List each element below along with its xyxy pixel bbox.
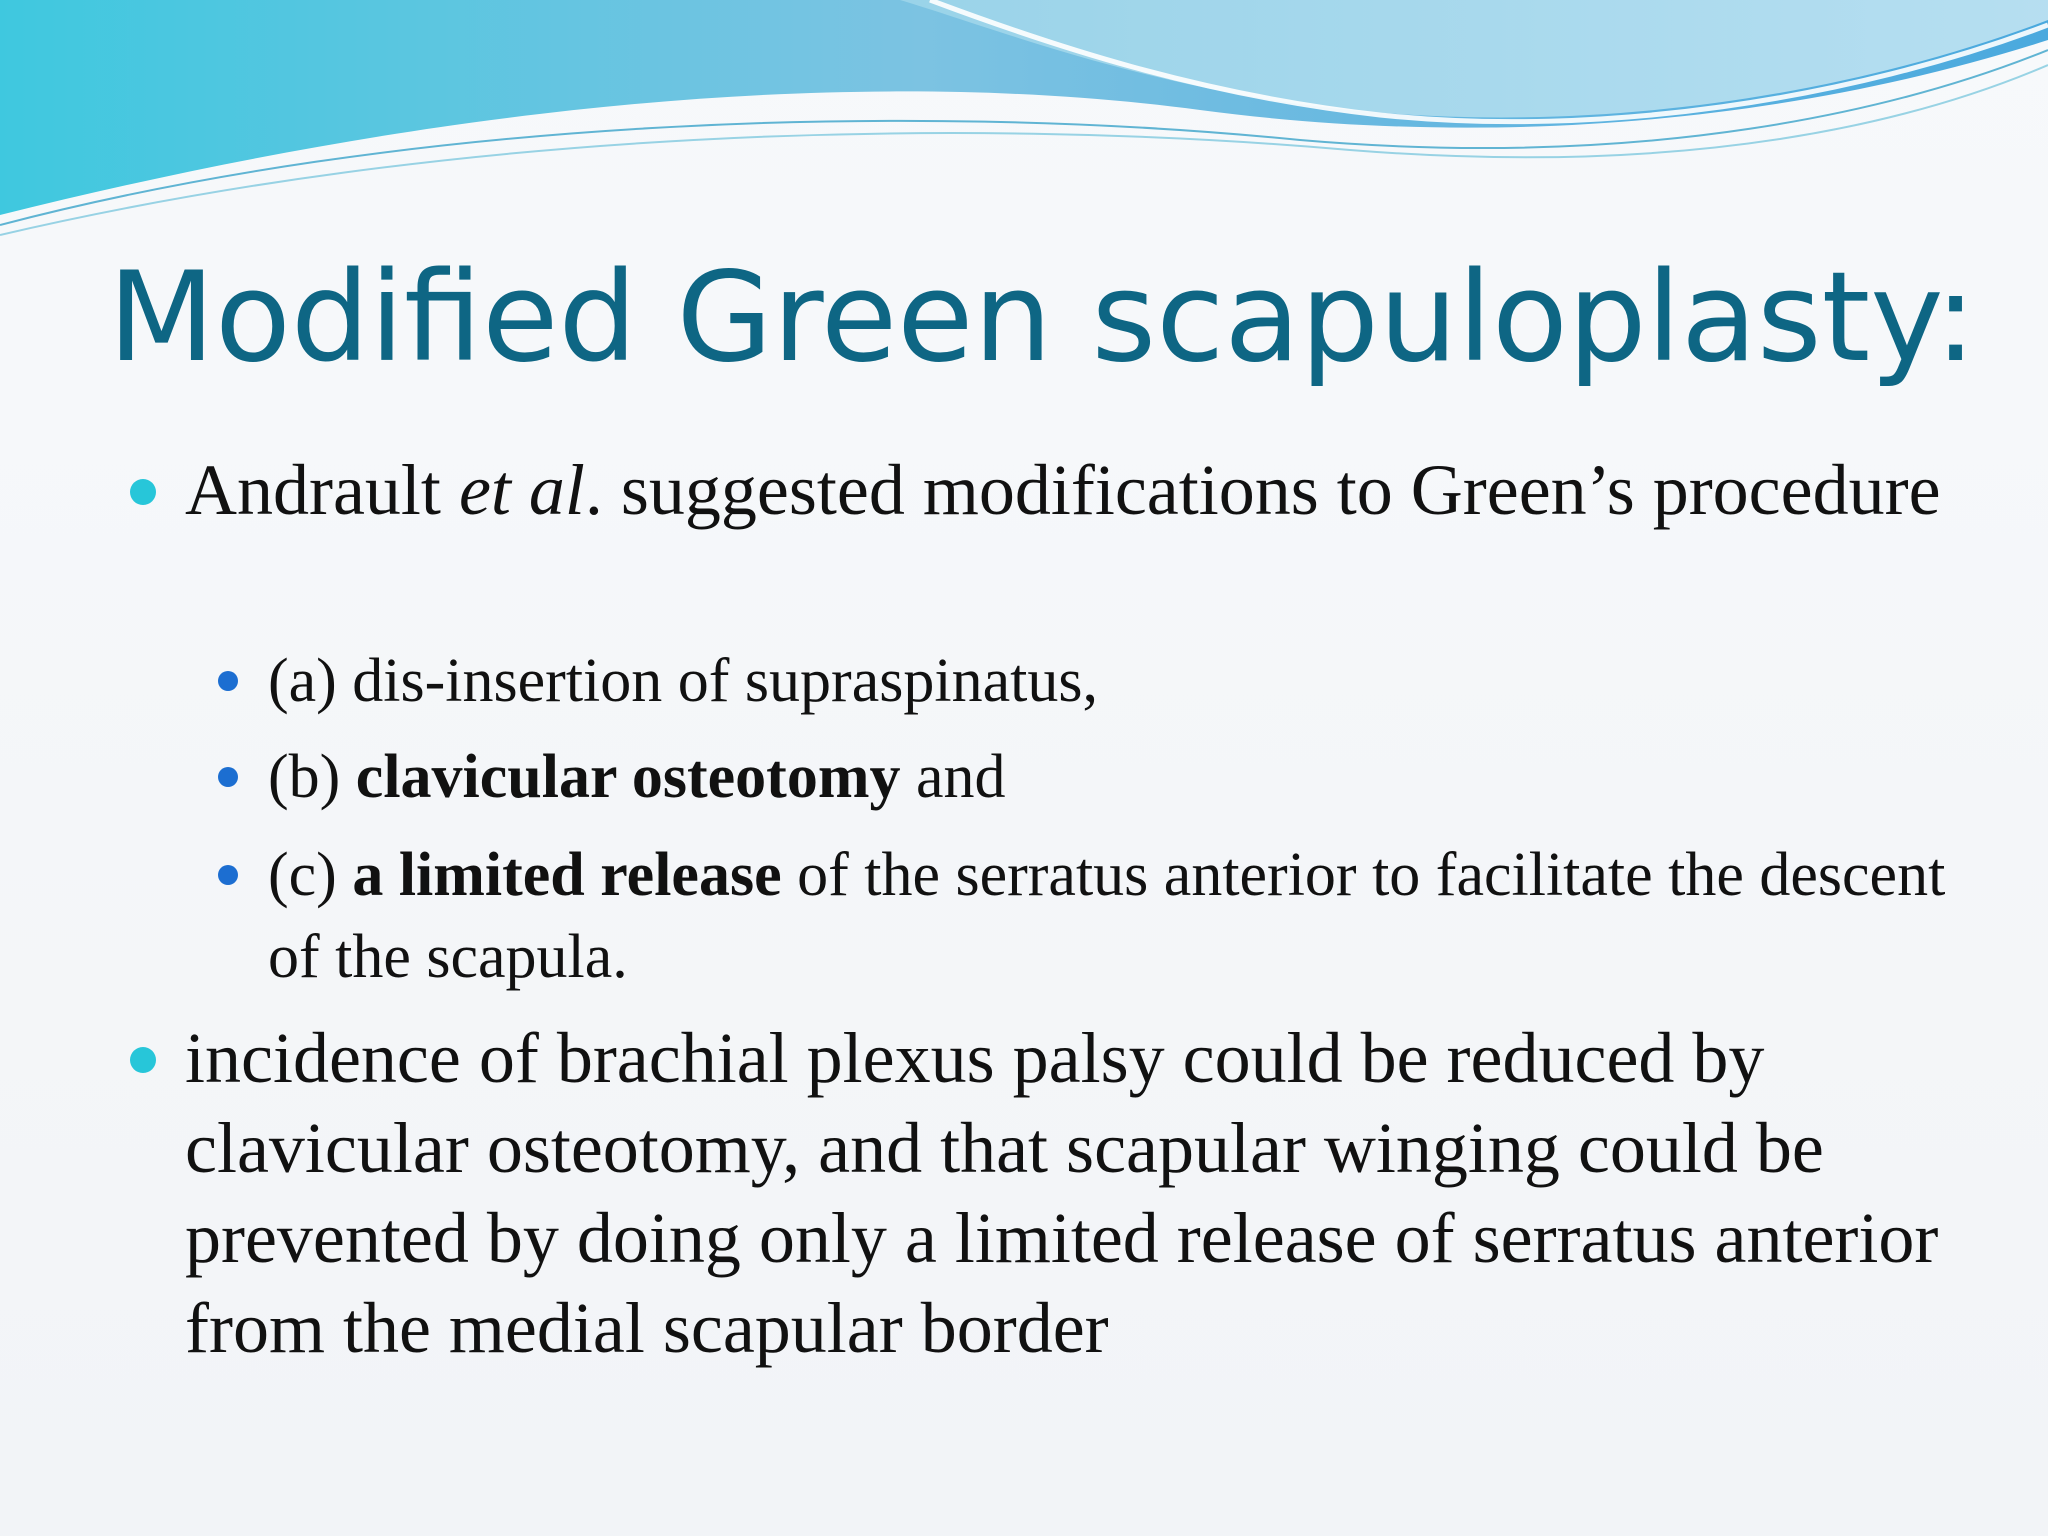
slide-title: Modified Green scapuloplasty: (108, 246, 1977, 390)
header-wave-decoration (0, 0, 2048, 240)
sub-bullet-marker (218, 671, 238, 691)
sub-bullet-item: (a) dis-insertion of supraspinatus, (268, 647, 1098, 715)
sub-bullet-item: (b) clavicular osteotomy and (268, 743, 1006, 811)
bullet-marker (130, 479, 156, 505)
sub-bullet-item: (c) a limited release of the serratus anterior to facilitate the descent of the scapula. (268, 841, 1946, 991)
bullet-item: Andrault et al. suggested modifications to Green’s procedure (185, 450, 1941, 530)
sub-bullet-marker (218, 767, 238, 787)
bullet-item: incidence of brachial plexus palsy could be reduced by clavicular osteotomy, and that scapular winging could be prevented by doing only a limited release of serratus anterior from the medial scapular border (185, 1018, 1939, 1368)
bullet-marker (130, 1047, 156, 1073)
sub-bullet-marker (218, 865, 238, 885)
